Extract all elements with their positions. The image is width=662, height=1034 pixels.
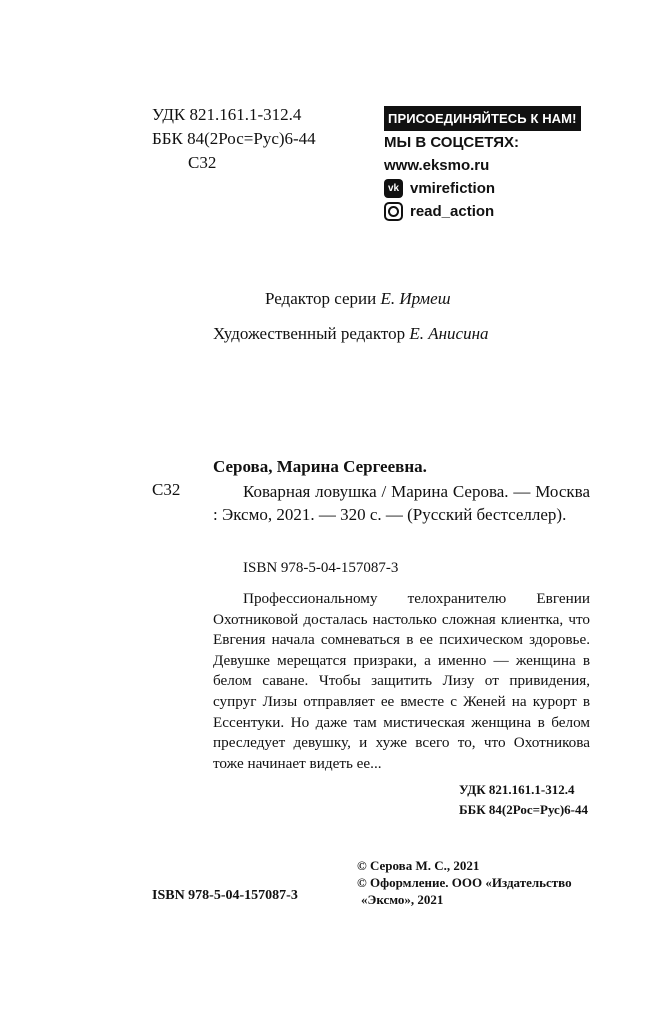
vk-handle: vmirefiction: [410, 180, 496, 197]
series-editor-label: Редактор серии: [265, 289, 381, 308]
instagram-handle: read_action: [410, 203, 495, 220]
website-link[interactable]: www.eksmo.ru: [384, 157, 490, 174]
bottom-bbk: ББК 84(2Рос=Рус)6-44: [459, 802, 588, 817]
copyright-publisher: «Эксмо», 2021: [361, 892, 444, 907]
bib-isbn: ISBN 978-5-04-157087-3: [243, 560, 399, 576]
copyright-block: [357, 857, 572, 908]
social-subtitle: МЫ В СОЦСЕТЯХ:: [384, 134, 520, 151]
udk-code: УДК 821.161.1-312.4: [152, 105, 302, 124]
bbk-code: ББК 84(2Рос=Рус)6-44: [152, 129, 316, 148]
series-editor-name: Е. Ирмеш: [380, 289, 451, 308]
annotation-text: Профессиональному телохранителю Евгении Охотниковой досталась настолько сложная клиентка, что Евгения начала сомневаться в ее психическом здоровье. Девушке мерещатся призраки, а именно — женщина в белом саване. Чтобы защитить Лизу от привидения, супруг Лизы отправляет ее вместе с Женей на курорт в Ессентуки. Но даже там мистическая женщина в белом преследует девушку, и хуже всего то, что Охотникова тоже начинает видеть ее...: [213, 590, 590, 772]
instagram-link[interactable]: [384, 200, 581, 223]
bib-description-text: Коварная ловушка / Марина Серова. — Москва : Эксмо, 2021. — 320 с. — (Русский бестселлер).: [213, 482, 590, 524]
art-editor: [213, 324, 489, 344]
series-editor: [265, 289, 451, 309]
vk-icon: vk: [384, 179, 403, 198]
join-us-banner: ПРИСОЕДИНЯЙТЕСЬ К НАМ!: [384, 106, 581, 131]
art-editor-label: Художественный редактор: [213, 324, 410, 343]
copyright-author: © Серова М. С., 2021: [357, 858, 480, 873]
bib-author-code: С32: [152, 480, 181, 499]
art-editor-name: Е. Анисина: [409, 324, 489, 343]
social-block: [384, 106, 581, 223]
copyright-design: © Оформление. ООО «Издательство: [357, 875, 572, 890]
annotation: [213, 589, 590, 774]
classification-codes: [152, 103, 316, 175]
bottom-udk: УДК 821.161.1-312.4: [459, 782, 575, 797]
author-code: С32: [188, 153, 217, 172]
instagram-icon: [384, 202, 403, 221]
vk-link[interactable]: [384, 177, 581, 200]
author-name: Серова, Марина Сергеевна.: [213, 457, 427, 476]
bib-description: [213, 480, 590, 526]
isbn-bottom: ISBN 978-5-04-157087-3: [152, 888, 298, 903]
bottom-codes: [459, 780, 588, 820]
